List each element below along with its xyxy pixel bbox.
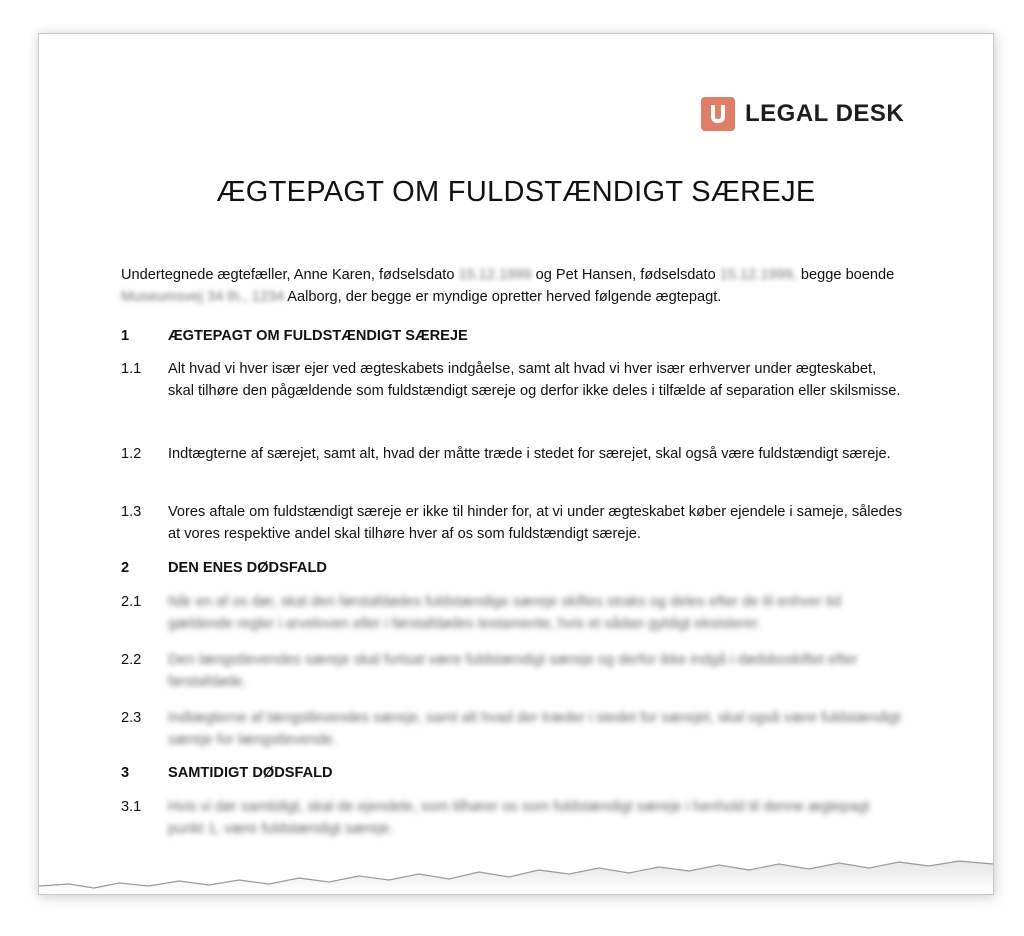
clause-number: 2.2 [121,652,142,668]
section-number: 3 [121,765,130,781]
clause [121,358,903,402]
clause-number: 3.1 [121,799,142,815]
document-title: ÆGTEPAGT OM FULDSTÆNDIGT SÆREJE [216,176,816,208]
section-title: SAMTIDIGT DØDSFALD [168,765,333,781]
redacted-birthdate: 15.12.1999 [458,267,532,283]
section-number: 1 [121,328,130,344]
redacted-birthdate: 15.12.1999, [719,267,797,283]
intro-text: Aalborg, der begge er myndige opretter herved følgende ægtepagt. [284,289,722,305]
clause [121,443,903,465]
section-heading [121,762,903,784]
brand-name: LEGAL DESK [745,100,905,127]
document-page [38,33,994,895]
torn-paper-edge [39,834,993,894]
clause-number: 2.1 [121,594,142,610]
clause-text-redacted: Når en af os dør, skal den førstafdødes fuldstændige særeje skiftes straks og deles efter de til enhver tid gældende regler i arveloven eller i førstafdødes testamente, hvis et sådan gyldigt eksisterer. [168,594,842,632]
section-title: DEN ENES DØDSFALD [168,560,327,576]
clause-number: 1.3 [121,504,142,520]
clause [121,501,903,545]
clause-text-redacted: Indtægterne af længstlevendes særeje, samt alt hvad der træder i stedet for særejet, skal også være fuldstændigt særeje for længstlevende. [168,710,901,748]
clause [121,591,903,635]
legal-desk-logo-icon [701,97,735,131]
clause [121,649,903,693]
section-title: ÆGTEPAGT OM FULDSTÆNDIGT SÆREJE [168,328,468,344]
intro-text: Undertegnede ægtefæller, Anne Karen, fødselsdato [121,267,459,283]
section-heading [121,557,903,579]
intro-text: og Pet Hansen, fødselsdato [531,267,720,283]
clause-number: 1.1 [121,361,142,377]
clause-number: 2.3 [121,710,142,726]
clause-text-redacted: Hvis vi dør samtidigt, skal de ejendele, som tilhører os som fuldstændigt særeje i henhold til denne ægtepagt punkt 1, være fuldstændigt særeje. [168,799,870,837]
section-number: 2 [121,560,130,576]
intro-text: begge boende [796,267,895,283]
redacted-address: Museumsvej 34 th., 1234 [121,289,285,305]
clause-text: Alt hvad vi hver især ejer ved ægteskabets indgåelse, samt alt hvad vi hver især erhverver under ægteskabet, skal tilhøre den pågældende som fuldstændigt særeje og derfor ikke deles i tilfælde af separation eller skilsmisse. [168,361,901,399]
brand-logo [701,97,904,131]
clause-text-redacted: Den længstlevendes særeje skal fortsat være fuldstændigt særeje og derfor ikke indgå i dødsboskiftet efter førstafdøde. [168,652,858,690]
clause [121,707,903,751]
clause-text: Vores aftale om fuldstændigt særeje er ikke til hinder for, at vi under ægteskabet køber ejendele i sameje, således at vores respektive andel skal tilhøre hver af os som fuldstændigt særeje. [168,504,903,542]
clause-number: 1.2 [121,446,142,462]
section-heading [121,325,903,347]
intro-paragraph [121,264,911,308]
clause-text: Indtægterne af særejet, samt alt, hvad der måtte træde i stedet for særejet, skal også være fuldstændigt særeje. [168,446,891,462]
